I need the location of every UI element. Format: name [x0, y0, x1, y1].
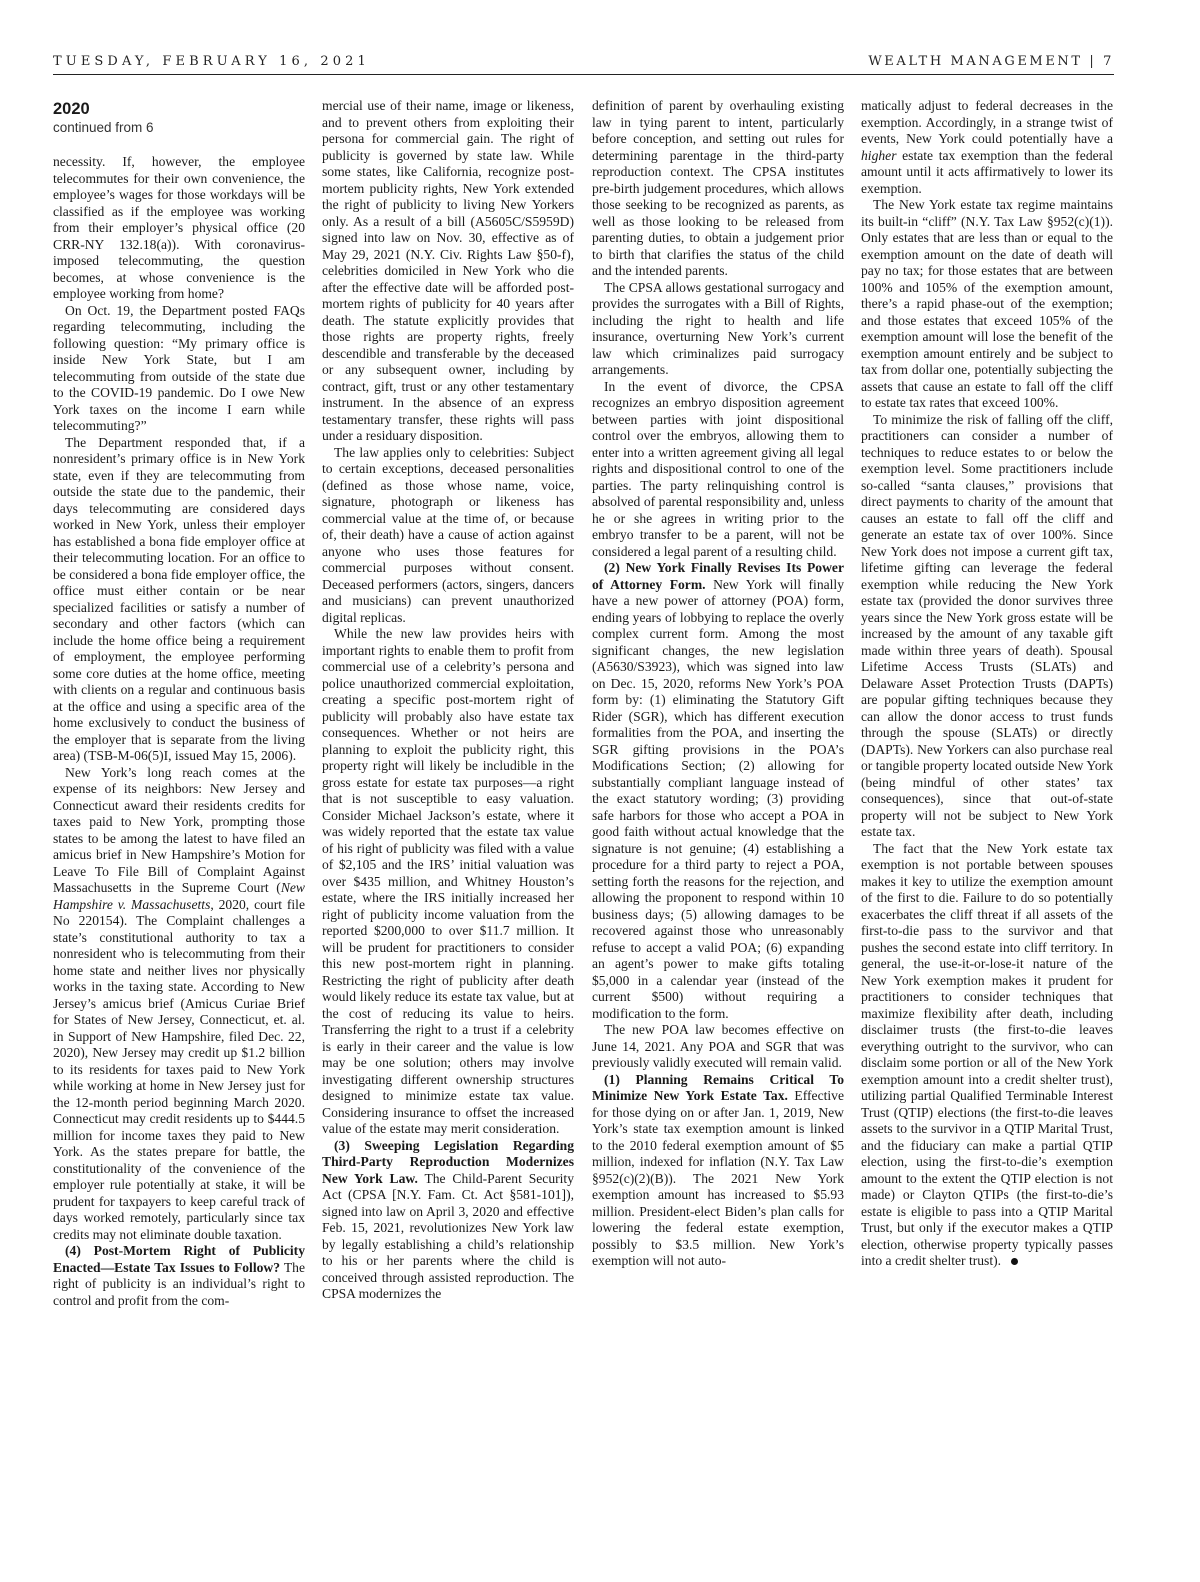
case-name: New Hampshire v. Massachusetts: [53, 880, 305, 912]
paragraph: mercial use of their name, image or likeness, and to prevent others from exploiting their persona for commercial gain. The right of publicity is governed by state law. While some states, like California, recognize post-mortem publicity rights, New York extended the right of publicity to living New Yorkers only. As a result of a bill (A5605C/S5959D) signed into law on Nov. 30, effective as of May 29, 2021 (N.Y. Civ. Rights Law §50-f), celebrities domiciled in New York who die after the effective date will be afforded post-mortem rights of publicity for 40 years after death. The statute explicitly provides that those rights are property rights, freely descendible and transferable by the deceased or any subsequent owner, including by contract, gift, trust or any other testamentary instrument. In the absence of an express testamentary transfer, these rights will pass under a residuary disposition.: [322, 98, 574, 443]
article-kicker: 2020: [53, 100, 90, 118]
header-section-page: WEALTH MANAGEMENT | 7: [868, 54, 1114, 69]
article-column-4: [861, 98, 1113, 1530]
paragraph: [861, 841, 1113, 1270]
continued-line: continued from 6: [53, 120, 154, 135]
paragraph: The law applies only to celebrities: Subject to certain exceptions, deceased personalities (defined as those whose name, voice, signature, photograph or likeness has commercial value at the time of, or because of, their death) have a cause of action against anyone who uses those features for commercial purposes without consent. Deceased performers (actors, singers, dancers and musicians) can prevent unauthorized digital replicas.: [322, 444, 574, 625]
end-of-article-bullet-icon: [1011, 1258, 1018, 1265]
text-run: The Child-Parent Security Act (CPSA [N.Y. Fam. Ct. Act §581-101]), signed into law on April 3, 2020 and effective Feb. 15, 2021, revolutionizes New York law by legally establishing a child’s relationship to his or her parents where the child is conceived through assisted reproduction. The CPSA modernizes the: [322, 1170, 574, 1301]
text-run: estate tax exemption than the federal amount until it acts affirmatively to lower its exemption.: [861, 147, 1113, 196]
text-run: The right of publicity is an individual’s right to control and profit from the com-: [53, 1259, 305, 1308]
paragraph: [322, 1138, 574, 1303]
paragraph: To minimize the risk of falling off the cliff, practitioners can consider a number of techniques to reduce estates to or below the exemption level. Some practitioners include so-called “santa clauses,” provisions that direct payments to charity of the amount that causes an estate to fall off the cliff and generate an estate tax of over 100%. Since New York does not impose a current gift tax, lifetime gifting can leverage the federal exemption while reducing the New York estate tax (provided the donor survives three years since the New York gross estate will be increased by the amount of any taxable gift made within three years of death). Spousal Lifetime Access Trusts (SLATs) and Delaware Asset Protection Trusts (DAPTs) are popular gifting techniques because they can allow the donor access to trust funds through the spouse (SLATs) or directly (DAPTs). New Yorkers can also purchase real or tangible property located outside New York (being mindful of other states’ tax consequences), since that out-of-state property will not be subject to New York estate tax.: [861, 411, 1113, 839]
paragraph: [592, 560, 844, 1022]
text-run: New York’s long reach comes at the expense of its neighbors: New Jersey and Connecticut award their residents credits for taxes paid to New York, prompting those states to be among the latest to have filed an amicus brief in New Hampshire’s Motion for Leave To File Bill of Complaint Against Massachusetts in the Supreme Court (: [53, 764, 305, 895]
text-run: , 2020, court file No 220154). The Complaint challenges a state’s constitutional authority to tax a nonresident who is telecommuting from their home state and neither lives nor physically works in the taxing state. According to New Jersey’s amicus brief (Amicus Curiae Brief for States of New Jersey, Connecticut, et. al. in Support of New Hampshire, filed Dec. 22, 2020), New Jersey may credit up $1.2 billion to its residents for taxes paid to New York while working at home in New Jersey just for the 12-month period beginning March 2020. Connecticut may credit residents up to $444.5 million for income taxes they paid to New York. As the states prepare for battle, the constitutionality of the convenience of the employer rule potentially at stake, it will be prudent for taxpayers to keep careful track of days worked remotely, particularly since tax credits may not eliminate double taxation.: [53, 896, 305, 1242]
paragraph: [53, 1243, 305, 1309]
section-heading: (3) Sweeping Legislation Regarding Third-Party Reproduction Modernizes New York Law.: [322, 1137, 574, 1186]
text-run: Effective for those dying on or after Jan. 1, 2019, New York’s state tax exemption amount is linked to the 2010 federal exemption amount of $5 million, indexed for inflation (N.Y. Tax Law §952(c)(2)(B)). The 2021 New York exemption amount has increased to $5.93 million. President-elect Biden’s plan calls for lowering the federal estate exemption, possibly to $3.5 million. New York’s exemption will not auto-: [592, 1088, 844, 1268]
paragraph: [592, 1072, 844, 1270]
paragraph: The Department responded that, if a nonresident’s primary office is in New York state, even if they are telecommuting from outside the state due to the pandemic, their days telecommuting are considered days worked in New York, unless their employer has established a bona fide employer office at their telecommuting location. For an office to be considered a bona fide employer office, the office must either contain or be near specialized facilities or satisfy a number of secondary and other factors (which can include the home office being a requirement of employment, the employee performing some core duties at the home office, meeting with clients on a regular and continuous basis at the office and using a specific area of the home exclusively to conduct the business of the employer that is separate from the living area) (TSB-M-06(5)I, issued May 15, 2006).: [53, 434, 305, 763]
text-run: The fact that the New York estate tax exemption is not portable between spouses makes it key to utilize the exemption amount of the first to die. Failure to do so potentially exacerbates the cliff threat if all assets of the first-to-die pass to the survivor and that pushes the second estate into cliff territory. In general, the use-it-or-lose-it nature of the New York exemption makes it prudent for practitioners to consider techniques that maximize flexibility after death, including disclaimer trusts (the first-to-die leaves everything outright to the survivor, who can disclaim some portion or all of the New York exemption amount into a credit shelter trust), utilizing partial Qualified Terminable Interest Trust (QTIP) elections (the first-to-die leaves assets to the survivor in a QTIP Marital Trust, and the fiduciary can make a partial QTIP election, using the first-to-die’s exemption amount to the extent the QTIP election is not made) or Clayton QTIPs (the first-to-die’s estate is eligible to pass into a QTIP Marital Trust, but only if the executor makes a QTIP election, otherwise property typically passes into a credit shelter trust).: [861, 840, 1113, 1268]
paragraph: definition of parent by overhauling existing law in tying parent to intent, particularly before conception, and setting out rules for determining parentage in the third-party reproduction context. The CPSA institutes pre-birth judgement procedures, which allows those seeking to be recognized as parents, as well as those looking to be released from parenting duties, to obtain a judgement prior to birth that clarifies the status of the child and the intended parents.: [592, 98, 844, 278]
header-rule: [53, 74, 1114, 75]
text-run: New York will finally have a new power of attorney (POA) form, ending years of lobbying to replace the overly complex current form. Among the most significant changes, the new legislation (A5630/S3923), which was signed into law on Dec. 15, 2020, reforms New York’s POA form by: (1) eliminating the Statutory Gift Rider (SGR), which has different execution formalities from the POA, and inserting the SGR gifting provisions in the POA’s Modifications Section; (2) allowing for substantially compliant language instead of the exact statutory wording; (3) providing safe harbors for those who accept a POA in good faith without actual knowledge that the signature is not genuine; (4) establishing a procedure for a third party to reject a POA, setting forth the reasons for the rejection, and allowing the proponent to respond within 10 business days; (5) allowing damages to be recovered against those who unreasonably refuse to accept a valid POA; (6) expanding an agent’s power to make gifts totaling $5,000 in a calendar year (instead of the current $500) without requiring a modification to the form.: [592, 576, 844, 1021]
article-column-3: [592, 98, 844, 1530]
header-date: TUESDAY, FEBRUARY 16, 2021: [53, 54, 370, 69]
paragraph: In the event of divorce, the CPSA recognizes an embryo disposition agreement between parties with joint dispositional control over the embryos, allowing them to enter into a written agreement giving all legal rights and dispositional control to one of the parties. The party relinquishing control is absolved of parental responsibility and, unless he or she agrees in writing prior to the embryo transfer to be a parent, will not be considered a legal parent of a resulting child.: [592, 378, 844, 559]
paragraph: [861, 98, 1113, 197]
paragraph: The New York estate tax regime maintains its built-in “cliff” (N.Y. Tax Law §952(c)(1)). Only estates that are less than or equal to the exemption amount on the date of death will pay no tax; for those estates that are between 100% and 105% of the exemption amount, there’s a rapid phase-out of the exemption; and those estates that exceed 105% of the exemption amount will lose the benefit of the exemption amount entirely and be subject to tax from dollar one, potentially subjecting the assets that cause an estate to fall off the cliff to estate tax rates that exceed 100%.: [861, 197, 1113, 410]
page-header: [53, 54, 1114, 74]
article-column-2: [322, 98, 574, 1530]
paragraph: The CPSA allows gestational surrogacy and provides the surrogates with a Bill of Rights, including the right to health and life insurance, overturning New York’s current law which criminalizes paid surrogacy arrangements.: [592, 279, 844, 377]
emphasis: higher: [861, 147, 897, 163]
paragraph: On Oct. 19, the Department posted FAQs regarding telecommuting, including the following question: “My primary office is inside New York State, but I am telecommuting from outside of the state due to the COVID-19 pandemic. Do I owe New York taxes on the income I earn while telecommuting?”: [53, 302, 305, 433]
paragraph: While the new law provides heirs with important rights to enable them to profit from commercial use of a celebrity’s persona and police unauthorized commercial exploitation, creating a specific post-mortem right of publicity will probably also have estate tax consequences. Whether or not heirs are planning to exploit the publicity right, this property right will likely be includible in the gross estate for estate tax purposes—a right that is not susceptible to easy valuation. Consider Michael Jackson’s estate, where it was widely reported that the estate tax value of his right of publicity was filed with a value of $2,105 and the IRS’ initial valuation was over $435 million, and Whitney Houston’s estate, where the IRS initially increased her right of publicity income valuation from the reported $200,000 to over $11.7 million. It will be prudent for practitioners to consider this new post-mortem right in planning. Restricting the right of publicity after death would likely reduce its estate tax value, but at the cost of reducing its value to heirs. Transferring the right to a trust if a celebrity is early in their career and the value is low may be one solution; others may involve investigating different ownership structures designed to minimize estate tax value. Considering insurance to offset the increased value of the estate may merit consideration.: [322, 626, 574, 1136]
paragraph: [53, 765, 305, 1244]
section-heading: (1) Planning Remains Critical To Minimize New York Estate Tax.: [592, 1071, 844, 1103]
paragraph: The new POA law becomes effective on June 14, 2021. Any POA and SGR that was previously validly executed will remain valid.: [592, 1022, 844, 1070]
article-column-1: [53, 98, 305, 1530]
paragraph: necessity. If, however, the employee telecommutes for their own convenience, the employee’s wages for those workdays will be classified as if the employee was working from their employer’s physical office (20 CRR-NY 132.18(a)). With coronavirus-imposed telecommuting, the question becomes, at whose convenience is the employee working from home?: [53, 154, 305, 301]
text-run: matically adjust to federal decreases in the exemption. Accordingly, in a strange twist of events, New York could potentially have a: [861, 98, 1113, 146]
section-heading: (4) Post-Mortem Right of Publicity Enacted—Estate Tax Issues to Follow?: [53, 1243, 305, 1275]
section-heading: (2) New York Finally Revises Its Power of Attorney Form.: [592, 560, 844, 592]
